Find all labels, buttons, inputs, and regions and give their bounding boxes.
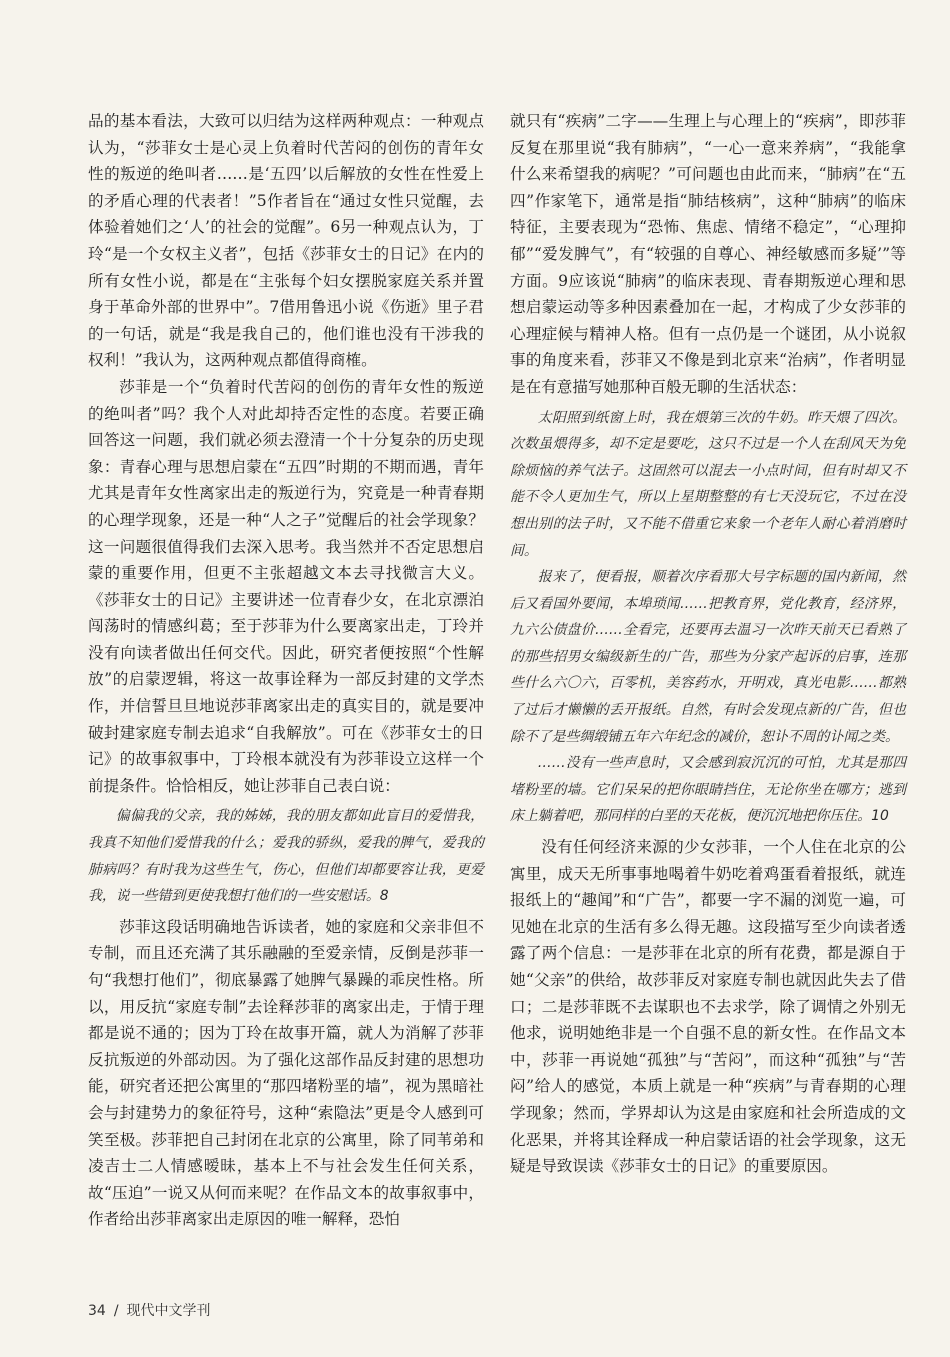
quote-text: ……没有一些声息时，又会感到寂沉沉的可怕，尤其是那四堵粉垩的墙。它们呆呆的把你眼睛挡住，无论你坐在哪方；逃到床上躺着吧，那同样的白垩的天花板，便沉沉地把你压住。10: [510, 755, 906, 825]
paragraph: 就只有“疾病”二字——生理上与心理上的“疾病”，即莎菲反复在那里说“我有肺病”，“一心一意来养病”，“我能拿什么来希望我的病呢？”可问题也由此而来，“肺病”在“五四”作家笔下，通常是指“肺结核病”，这种“肺病”的临床特征，主要表现为“恐怖、焦虑、情绪不稳定”，“心理抑郁”“爱发脾气”，有“较强的自尊心、神经敏感而多疑’”等方面。9应该说“肺病”的临床表现、青春期叛逆心理和思想启蒙运动等多种因素叠加在一起，才构成了少女莎菲的心理症候与精神人格。但有一点仍是一个谜团，从小说叙事的角度来看，莎菲又不像是到北京来“治病”，作者明显是在有意描写她那种百般无聊的生活状态：: [510, 112, 906, 396]
page-footer: [88, 1300, 219, 1320]
paragraph: 莎菲这段话明确地告诉读者，她的家庭和父亲非但不专制，而且还充满了其乐融融的至爱亲情，反倒是莎菲一句“我想打他们”，彻底暴露了她脾气暴躁的乖戾性格。所以，用反抗“家庭专制”去诠释莎菲的离家出走，于情于理都是说不通的；因为丁玲在故事开篇，就人为消解了莎菲反抗叛逆的外部动因。为了强化这部作品反封建的思想功能，研究者还把公寓里的“那四堵粉垩的墙”，视为黑暗社会与封建势力的象征符号，这种“索隐法”更是令人感到可笑至极。莎菲把自己封闭在北京的公寓里，除了同苇弟和凌吉士二人情感暧昧，基本上不与社会发生任何关系，故“压迫”一说又从何而来呢？在作品文本的故事叙事中，作者给出莎菲离家出走原因的唯一解释，恐怕: [88, 917, 484, 1229]
footer-separator: /: [113, 1303, 119, 1319]
page-number: 34: [88, 1303, 106, 1319]
paragraph: 没有任何经济来源的少女莎菲，一个人住在北京的公寓里，成天无所事事地喝着牛奶吃着鸡蛋看着报纸，就连报纸上的“趣闻”和“广告”，都要一字不漏的浏览一遍，可见她在北京的生活有多么得无趣。这段描写至少向读者透露了两个信息：一是莎菲在北京的所有花费，都是源自于她“父亲”的供给，故莎菲反对家庭专制也就因此失去了借口；二是莎菲既不去谋职也不去求学，除了调情之外别无他求，说明她绝非是一个自强不息的新女性。在作品文本中，莎菲一再说她“孤独”与“苦闷”，而这种“孤独”与“苦闷”给人的感觉，本质上就是一种“疾病”与青春期的心理学现象；然而，学界却认为这是由家庭和社会所造成的文化恶果，并将其诠释成一种启蒙话语的社会学现象，这无疑是导致误读《莎菲女士的日记》的重要原因。: [510, 838, 906, 1176]
block-quote: [510, 405, 906, 831]
quote-text: 太阳照到纸窗上时，我在煨第三次的牛奶。昨天煨了四次。次数虽煨得多，却不定是要吃，这只不过是一个人在刮风天为免除烦恼的养气法子。这固然可以混去一小点时间，但有时却又不能不令人更加生气，所以上星期整整的有七天没玩它，不过在没想出别的法子时，又不能不借重它来象一个老年人耐心着消磨时间。: [510, 409, 906, 559]
right-column: [510, 108, 906, 1180]
quote-text: 报来了，便看报，顺着次序看那大号字标题的国内新闻，然后又看国外要闻，本埠琐闻……把教育界，党化教育，经济界，九六公债盘价……全看完，还要再去温习一次昨天前天已看熟了的那些招男女编级新生的广告，那些为分家产起诉的启事，连那些什么六〇六，百零机，美容药水，开明戏，真光电影……都熟了过后才懒懒的丢开报纸。自然，有时会发现点新的广告，但也除不了是些绸缎铺五年六年纪念的减价，恕讣不周的讣闻之类。: [510, 569, 906, 745]
paragraph: 品的基本看法，大致可以归结为这样两种观点：一种观点认为，“莎菲女士是心灵上负着时代苦闷的创伤的青年女性的叛逆的绝叫者……是‘五四’以后解放的女性在性爱上的矛盾心理的代表者！”5作者旨在“通过女性只觉醒，去体验着她们之‘人’的社会的觉醒”。6另一种观点认为，丁玲“是一个女权主义者”，包括《莎菲女士的日记》在内的所有女性小说，都是在“主张每个妇女摆脱家庭关系并置身于革命外部的世界中”。7借用鲁迅小说《伤逝》里子君的一句话，就是“我是我自己的，他们谁也没有干涉我的权利！”我认为，这两种观点都值得商榷。: [88, 112, 484, 370]
quote-text: 偏偏我的父亲，我的姊姊，我的朋友都如此盲目的爱惜我，我真不知他们爱惜我的什么；爱我的骄纵，爱我的脾气，爱我的肺病吗？有时我为这些生气，伤心，但他们却都要容让我，更爱我，说一些错到更使我想打他们的一些安慰话。8: [88, 808, 484, 905]
journal-title: 现代中文学刊: [126, 1303, 211, 1319]
left-column: [88, 108, 484, 1233]
block-quote: [88, 803, 484, 909]
paragraph: 莎菲是一个“负着时代苦闷的创伤的青年女性的叛逆的绝叫者”吗？我个人对此却持否定性的态度。若要正确回答这一问题，我们就必须去澄清一个十分复杂的历史现象：青春心理与思想启蒙在“五四”时期的不期而遇，青年尤其是青年女性离家出走的叛逆行为，究竟是一种青春期的心理学现象，还是一种“人之子”觉醒后的社会学现象？这一问题很值得我们去深入思考。我当然并不否定思想启蒙的重要作用，但更不主张超越文本去寻找微言大义。《莎菲女士的日记》主要讲述一位青春少女，在北京漂泊闯荡时的情感纠葛；至于莎菲为什么要离家出走，丁玲并没有向读者做出任何交代。因此，研究者便按照“个性解放”的启蒙逻辑，将这一故事诠释为一部反封建的文学杰作，并信誓旦旦地说莎菲离家出走的真实目的，就是要冲破封建家庭专制去追求“自我解放”。可在《莎菲女士的日记》的故事叙事中，丁玲根本就没有为莎菲设立这样一个前提条件。恰恰相反，她让莎菲自己表白说：: [88, 377, 484, 795]
